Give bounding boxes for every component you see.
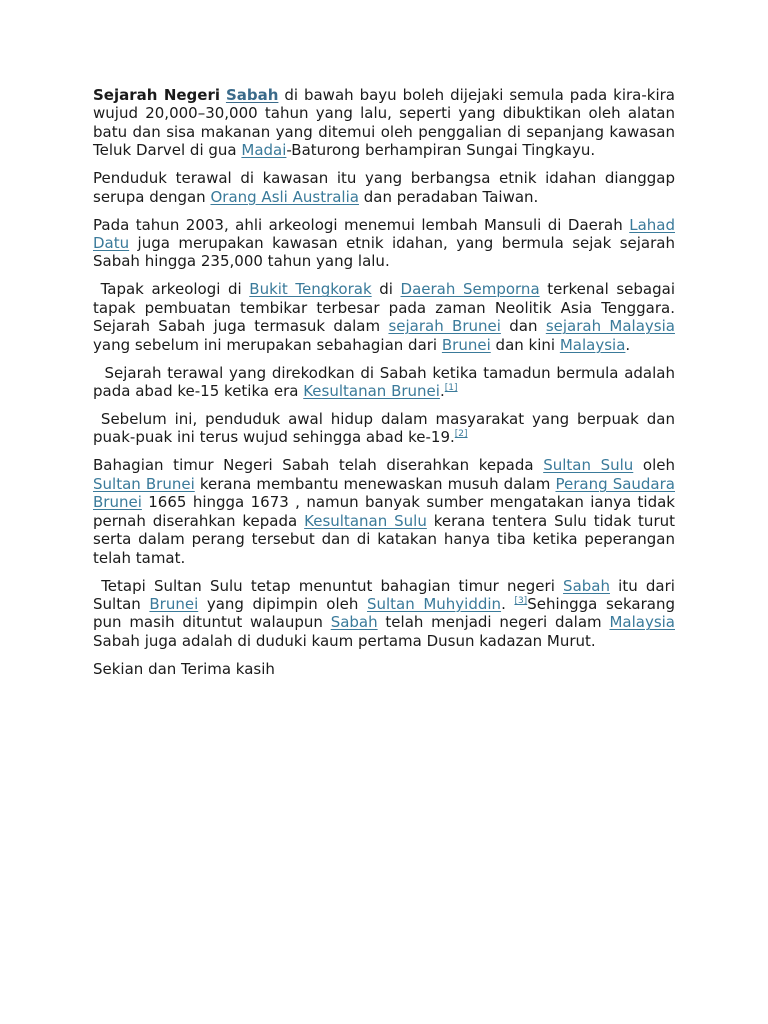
link-sultan-brunei[interactable]: Sultan Brunei	[93, 474, 195, 493]
link-kesultanan-brunei[interactable]: Kesultanan Brunei	[303, 382, 440, 401]
link-sabah-claim[interactable]: Sabah	[563, 576, 610, 595]
link-sabah-state[interactable]: Sabah	[330, 613, 378, 632]
paragraph-text: kerana membantu menewaskan musuh dalam	[199, 474, 551, 493]
footnote-ref-3	[514, 596, 527, 606]
paragraph-text: terkenal sebagai tapak pembuatan tembikar terbesar pada zaman Neolitik Asia Tenggara. Sejarah Sabah juga termasuk dalam	[93, 280, 675, 336]
link-sabah[interactable]: Sabah	[225, 86, 279, 104]
paragraph-text: Sebelum ini, penduduk awal hidup dalam masyarakat yang berpuak dan puak-puak ini terus wujud sehingga abad ke-19.	[93, 410, 675, 447]
paragraph-text: dan peradaban Taiwan.	[363, 187, 539, 206]
paragraph-15th-century	[93, 364, 675, 401]
paragraph-text: Pada tahun 2003, ahli arkeologi menemui lembah Mansuli di Daerah	[93, 215, 623, 234]
link-sejarah-brunei[interactable]: sejarah Brunei	[388, 317, 501, 336]
link-sejarah-malaysia[interactable]: sejarah Malaysia	[545, 317, 675, 336]
intro-heading: Sejarah Negeri	[93, 86, 220, 104]
link-brunei-claim[interactable]: Brunei	[149, 594, 199, 613]
paragraph-sulu-cession	[93, 456, 675, 566]
link-sultan-sulu[interactable]: Sultan Sulu	[543, 456, 634, 475]
paragraph-text: .	[501, 594, 506, 613]
paragraph-text: -Baturong berhampiran Sungai Tingkayu.	[286, 141, 596, 160]
footnote-ref-2	[455, 429, 468, 439]
footnote-link-2[interactable]: [2]	[454, 429, 468, 440]
paragraph-sulu-claim	[93, 577, 675, 651]
paragraph-archaeology-2003	[93, 216, 675, 271]
paragraph-text: juga merupakan kawasan etnik idahan, yang bermula sejak sejarah Sabah hingga 235,000 tahun yang lalu.	[93, 234, 675, 271]
link-malaysia-state[interactable]: Malaysia	[609, 613, 675, 632]
paragraph-text: dan kini	[495, 335, 556, 354]
paragraph-text: Bahagian timur Negeri Sabah telah diserahkan kepada	[93, 456, 534, 475]
paragraph-text: Sejarah terawal yang direkodkan di Sabah ketika tamadun bermula adalah pada abad ke-15 ketika era	[93, 363, 675, 401]
link-perang-saudara-brunei[interactable]: Perang Saudara Brunei	[93, 474, 675, 512]
paragraph-text: oleh	[642, 456, 675, 475]
paragraph-text: Penduduk terawal di kawasan itu yang berbangsa etnik idahan dianggap serupa dengan	[93, 169, 675, 206]
link-sultan-muhyiddin[interactable]: Sultan Muhyiddin	[366, 594, 502, 613]
paragraph-text: itu dari Sultan	[93, 576, 675, 613]
link-lahad-datu[interactable]: Lahad Datu	[93, 215, 675, 253]
paragraph-text: .	[625, 335, 631, 354]
paragraph-text: Sabah juga adalah di duduki kaum pertama Dusun kadazan Murut.	[93, 631, 596, 650]
paragraph-text: .	[439, 382, 445, 401]
paragraph-text: Tetapi Sultan Sulu tetap menuntut bahagian timur negeri	[101, 576, 555, 595]
link-daerah-semporna[interactable]: Daerah Semporna	[400, 280, 540, 299]
link-brunei[interactable]: Brunei	[441, 335, 491, 354]
link-bukit-tengkorak[interactable]: Bukit Tengkorak	[249, 280, 372, 299]
paragraph-text: yang dipimpin oleh	[206, 594, 359, 613]
paragraph-text: Tapak arkeologi di	[100, 280, 242, 299]
link-madai[interactable]: Madai	[241, 141, 287, 160]
link-orang-asli-australia[interactable]: Orang Asli Australia	[210, 187, 359, 206]
closing-line: Sekian dan Terima kasih	[93, 659, 275, 678]
paragraph-clans	[93, 410, 675, 447]
paragraph-text: dan	[509, 317, 538, 336]
paragraph-text: di bawah bayu boleh dijejaki semula pada kira-kira wujud 20,000–30,000 tahun yang lalu, seperti yang dibuktikan oleh alatan batu dan sisa makanan yang ditemui oleh penggalian di sepanjang kawasan Teluk Darvel di gua	[93, 86, 675, 160]
paragraph-text: yang sebelum ini merupakan sebahagian dari	[93, 335, 438, 354]
paragraph-text: kerana tentera Sulu tidak turut serta dalam perang tersebut dan di katakan hanya tiba ketika peperangan telah tamat.	[93, 511, 675, 567]
footnote-link-3[interactable]: [3]	[514, 595, 528, 606]
paragraph-early-inhabitants	[93, 169, 675, 206]
paragraph-text: telah menjadi negeri dalam	[385, 613, 602, 632]
paragraph-text: Sehingga sekarang pun masih dituntut walaupun	[93, 594, 675, 632]
footnote-ref-1	[445, 383, 458, 393]
paragraph-text: 1665 hingga 1673 , namun banyak sumber mengatakan ianya tidak pernah diserahkan kepada	[93, 493, 675, 530]
paragraph-intro	[93, 86, 675, 160]
document-body	[93, 86, 675, 688]
footnote-link-1[interactable]: [1]	[444, 383, 458, 394]
paragraph-bukit-tengkorak	[93, 280, 675, 354]
link-malaysia[interactable]: Malaysia	[559, 335, 626, 354]
paragraph-text: di	[379, 280, 393, 299]
link-kesultanan-sulu[interactable]: Kesultanan Sulu	[304, 511, 427, 530]
